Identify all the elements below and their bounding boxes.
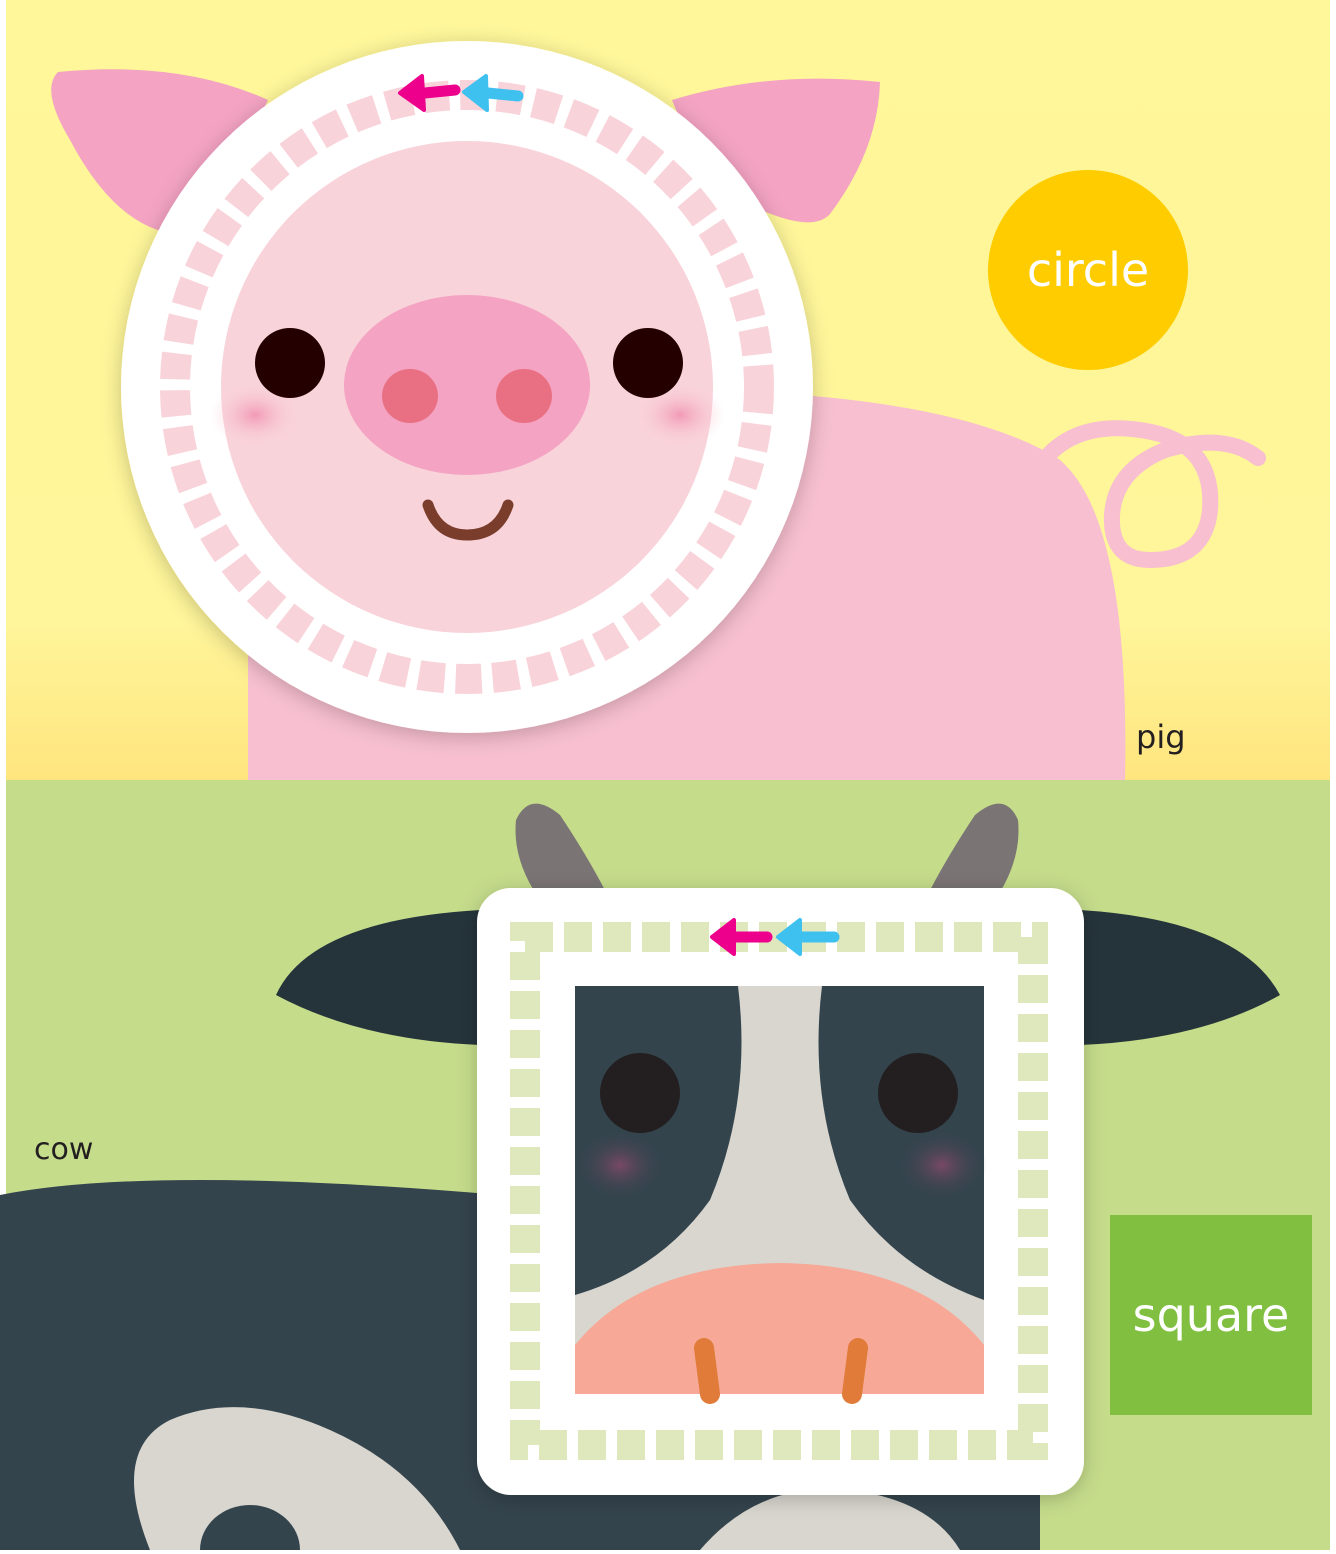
cow-right-nostril — [852, 1348, 858, 1394]
pig-animal-label: pig — [1136, 718, 1186, 756]
pig-right-eye — [613, 328, 683, 398]
pig-left-eye — [255, 328, 325, 398]
pig-snout — [344, 295, 590, 475]
cow-left-eye — [600, 1053, 680, 1133]
square-shape-label: square — [1132, 1288, 1290, 1342]
cow-face — [575, 986, 987, 1394]
cow-right-eye — [878, 1053, 958, 1133]
pig-right-nostril — [496, 369, 552, 423]
pig-left-nostril — [382, 369, 438, 423]
cow-animal-label: cow — [34, 1132, 94, 1167]
cow-page — [0, 780, 1336, 1550]
cow-left-nostril — [704, 1348, 710, 1394]
circle-shape-label: circle — [1026, 243, 1150, 297]
